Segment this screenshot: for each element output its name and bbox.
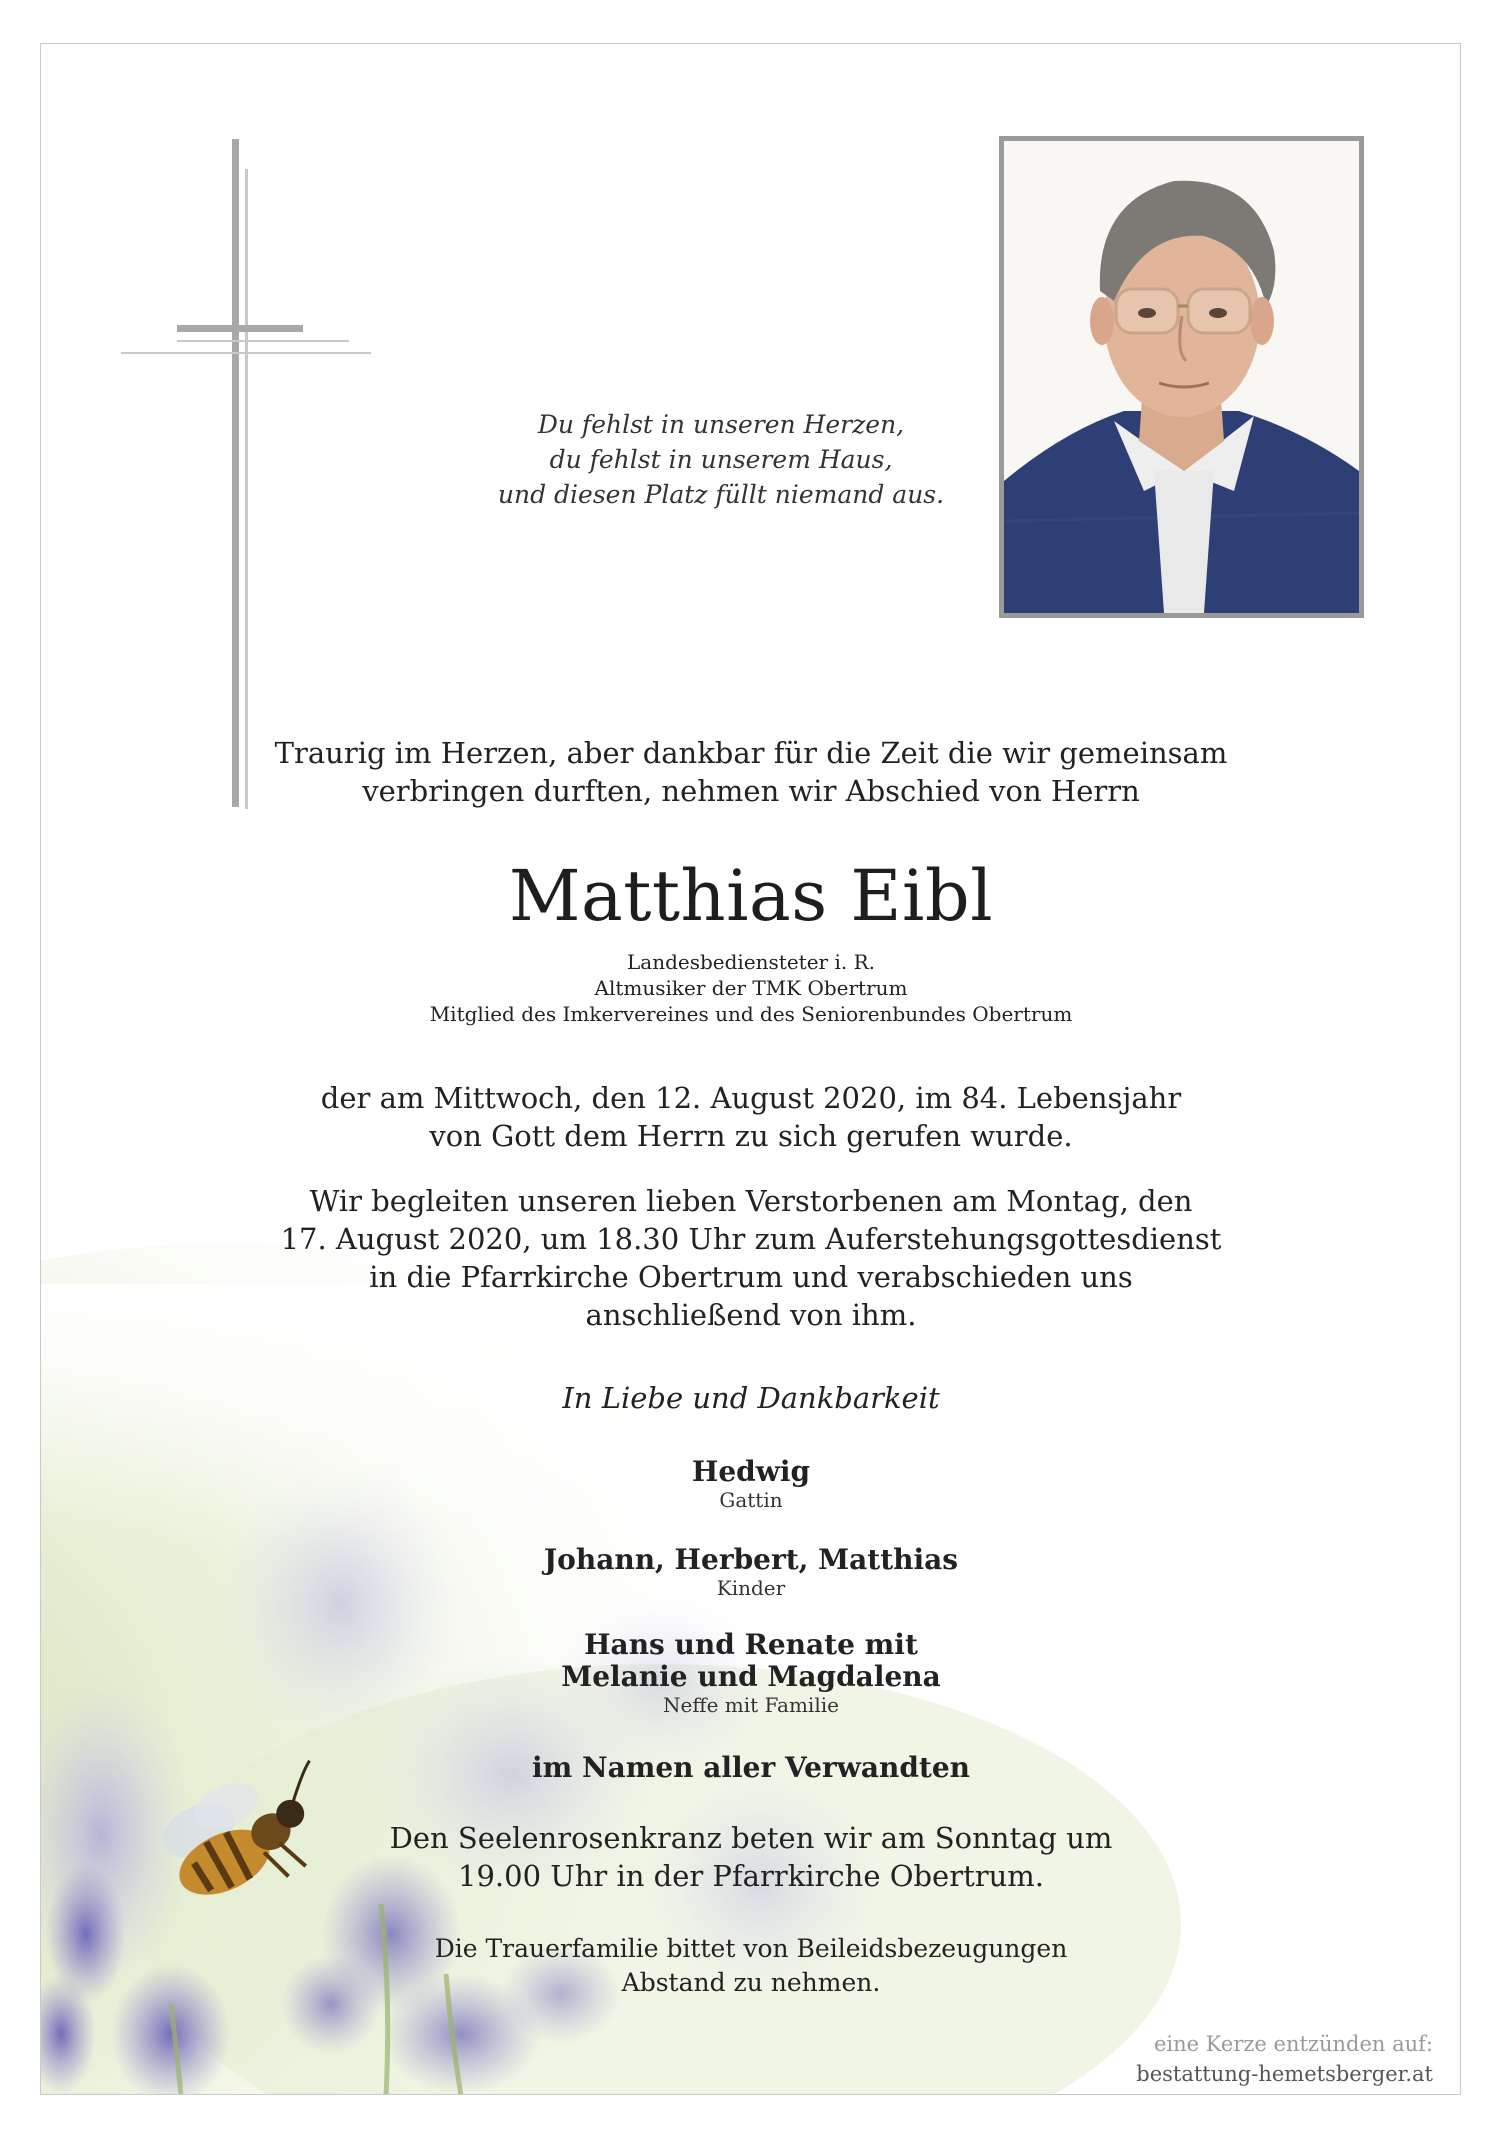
family-names: Hans und Renate mit <box>584 1628 918 1661</box>
death-notice <box>261 1079 1241 1155</box>
intro-line: Traurig im Herzen, aber dankbar für die Zeit die wir gemeinsam <box>274 736 1228 770</box>
death-line: von Gott dem Herrn zu sich gerufen wurde. <box>429 1119 1073 1153</box>
funeral-info <box>261 1182 1241 1334</box>
condolence-note <box>261 1932 1241 2000</box>
intro-line: verbringen durften, nehmen wir Abschied von Herrn <box>362 774 1140 808</box>
family-names: Hedwig <box>691 1455 811 1488</box>
deceased-name: Matthias Eibl <box>508 855 994 937</box>
funeral-line: Wir begleiten unseren lieben Verstorbenen am Montag, den <box>309 1184 1193 1218</box>
verse-line: und diesen Platz füllt niemand aus. <box>497 480 945 509</box>
title-line: Mitglied des Imkervereines und des Seniorenbundes Obertrum <box>429 1002 1073 1026</box>
website-link[interactable]: bestattung-hemetsberger.at <box>1136 2062 1433 2086</box>
deceased-titles <box>261 949 1241 1027</box>
family-relation: Gattin <box>719 1488 783 1512</box>
funeral-line: 17. August 2020, um 18.30 Uhr zum Auferstehungsgottesdienst <box>280 1222 1222 1256</box>
footer <box>1136 2029 1433 2089</box>
relatives-line: im Namen aller Verwandten <box>531 1751 971 1784</box>
rosary-line: Den Seelenrosenkranz beten wir am Sonntag um <box>389 1821 1113 1855</box>
intro-text <box>261 734 1241 810</box>
funeral-line: anschließend von ihm. <box>585 1298 917 1332</box>
condolence-line: Die Trauerfamilie bittet von Beileidsbezeugungen <box>434 1934 1068 1963</box>
family-relation: Neffe mit Familie <box>663 1693 839 1717</box>
death-line: der am Mittwoch, den 12. August 2020, im 84. Lebensjahr <box>320 1081 1182 1115</box>
verse <box>371 407 1071 512</box>
title-line: Altmusiker der TMK Obertrum <box>594 976 908 1000</box>
family-entry <box>261 1544 1241 1600</box>
cross-icon <box>111 139 371 809</box>
candle-invite: eine Kerze entzünden auf: <box>1154 2032 1433 2056</box>
rosary-info <box>261 1819 1241 1895</box>
title-line: Landesbediensteter i. R. <box>627 950 875 974</box>
closing-phrase: In Liebe und Dankbarkeit <box>562 1381 940 1415</box>
verse-line: du fehlst in unserem Haus, <box>549 445 893 474</box>
family-names: Melanie und Magdalena <box>561 1660 941 1693</box>
obituary-card <box>40 43 1461 2095</box>
rosary-line: 19.00 Uhr in der Pfarrkirche Obertrum. <box>458 1859 1044 1893</box>
condolence-line: Abstand zu nehmen. <box>621 1968 881 1997</box>
portrait-photo <box>999 136 1364 618</box>
funeral-line: in die Pfarrkirche Obertrum und verabschieden uns <box>369 1260 1133 1294</box>
verse-line: Du fehlst in unseren Herzen, <box>537 410 905 439</box>
family-names: Johann, Herbert, Matthias <box>543 1543 959 1576</box>
family-entry <box>261 1629 1241 1717</box>
family-entry <box>261 1456 1241 1512</box>
family-relation: Kinder <box>716 1576 786 1600</box>
